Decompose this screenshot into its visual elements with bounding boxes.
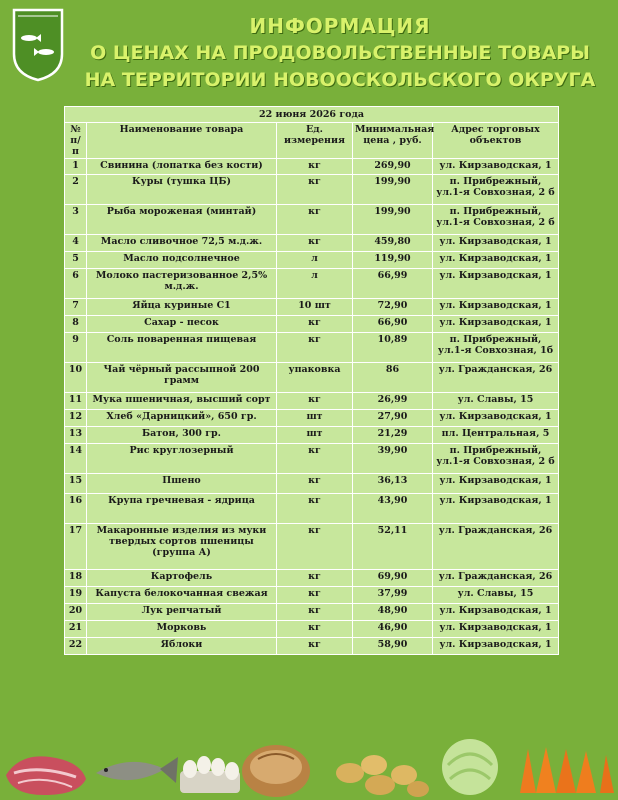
- table-row: [65, 410, 559, 427]
- product-name: Морковь: [87, 621, 277, 638]
- table-row: [65, 269, 559, 299]
- min-price: 21,29: [353, 427, 433, 444]
- table-row: [65, 235, 559, 252]
- unit-of-measure: кг: [277, 474, 353, 494]
- product-name: Пшено: [87, 474, 277, 494]
- column-header-price: Минимальная цена , руб.: [353, 123, 433, 159]
- min-price: 58,90: [353, 638, 433, 655]
- store-address: ул. Кирзаводская, 1: [433, 410, 559, 427]
- column-header-number: № п/п: [65, 123, 87, 159]
- product-name: Батон, 300 гр.: [87, 427, 277, 444]
- product-name: Куры (тушка ЦБ): [87, 175, 277, 205]
- row-number: 5: [65, 252, 87, 269]
- table-row: [65, 587, 559, 604]
- product-name: Макаронные изделия из муки твердых сортов пшеницы (группа А): [87, 524, 277, 570]
- unit-of-measure: кг: [277, 494, 353, 524]
- header-subtitle-2: НА ТЕРРИТОРИИ НОВООСКОЛЬСКОГО ОКРУГА: [84, 69, 596, 91]
- min-price: 69,90: [353, 570, 433, 587]
- store-address: пл. Центральная, 5: [433, 427, 559, 444]
- min-price: 27,90: [353, 410, 433, 427]
- store-address: п. Прибрежный, ул.1-я Совхозная, 2 б: [433, 444, 559, 474]
- table-row: [65, 638, 559, 655]
- row-number: 15: [65, 474, 87, 494]
- store-address: ул. Кирзаводская, 1: [433, 316, 559, 333]
- fish-icon: [96, 757, 178, 783]
- product-name: Яблоки: [87, 638, 277, 655]
- unit-of-measure: кг: [277, 621, 353, 638]
- product-name: Картофель: [87, 570, 277, 587]
- table-row: [65, 316, 559, 333]
- product-name: Сахар - песок: [87, 316, 277, 333]
- store-address: п. Прибрежный, ул.1-я Совхозная, 1б: [433, 333, 559, 363]
- coat-of-arms-icon: [12, 8, 64, 82]
- product-name: Рыба мороженая (минтай): [87, 205, 277, 235]
- row-number: 17: [65, 524, 87, 570]
- price-table: [64, 106, 559, 655]
- store-address: п. Прибрежный, ул.1-я Совхозная, 2 б: [433, 175, 559, 205]
- store-address: ул. Кирзаводская, 1: [433, 299, 559, 316]
- min-price: 199,90: [353, 175, 433, 205]
- unit-of-measure: шт: [277, 410, 353, 427]
- store-address: ул. Кирзаводская, 1: [433, 474, 559, 494]
- store-address: ул. Кирзаводская, 1: [433, 621, 559, 638]
- bread-icon: [242, 745, 310, 797]
- row-number: 4: [65, 235, 87, 252]
- store-address: ул. Кирзаводская, 1: [433, 159, 559, 175]
- table-row: [65, 205, 559, 235]
- table-row: [65, 524, 559, 570]
- table-row: [65, 494, 559, 524]
- table-row: [65, 570, 559, 587]
- product-name: Яйца куриные С1: [87, 299, 277, 316]
- min-price: 10,89: [353, 333, 433, 363]
- row-number: 10: [65, 363, 87, 393]
- row-number: 9: [65, 333, 87, 363]
- table-row: [65, 252, 559, 269]
- table-row: [65, 427, 559, 444]
- unit-of-measure: кг: [277, 235, 353, 252]
- store-address: ул. Кирзаводская, 1: [433, 604, 559, 621]
- product-name: Капуста белокочанная свежая: [87, 587, 277, 604]
- min-price: 119,90: [353, 252, 433, 269]
- product-name: Чай чёрный рассыпной 200 грамм: [87, 363, 277, 393]
- row-number: 3: [65, 205, 87, 235]
- table-body: [65, 159, 559, 655]
- table-row: [65, 444, 559, 474]
- column-header-name: Наименование товара: [87, 123, 277, 159]
- unit-of-measure: шт: [277, 427, 353, 444]
- row-number: 2: [65, 175, 87, 205]
- unit-of-measure: кг: [277, 333, 353, 363]
- min-price: 72,90: [353, 299, 433, 316]
- min-price: 199,90: [353, 205, 433, 235]
- product-name: Рис круглозерный: [87, 444, 277, 474]
- unit-of-measure: кг: [277, 570, 353, 587]
- potatoes-icon: [336, 755, 429, 797]
- min-price: 66,90: [353, 316, 433, 333]
- unit-of-measure: кг: [277, 444, 353, 474]
- table-row: [65, 333, 559, 363]
- column-header-address: Адрес торговых объектов: [433, 123, 559, 159]
- min-price: 269,90: [353, 159, 433, 175]
- row-number: 7: [65, 299, 87, 316]
- price-table-container: [64, 106, 558, 655]
- table-row: [65, 175, 559, 205]
- unit-of-measure: кг: [277, 205, 353, 235]
- unit-of-measure: кг: [277, 604, 353, 621]
- product-name: Лук репчатый: [87, 604, 277, 621]
- product-name: Масло сливочное 72,5 м.д.ж.: [87, 235, 277, 252]
- table-row: [65, 159, 559, 175]
- unit-of-measure: кг: [277, 393, 353, 410]
- store-address: ул. Кирзаводская, 1: [433, 638, 559, 655]
- min-price: 52,11: [353, 524, 433, 570]
- carrots-icon: [520, 747, 614, 793]
- table-row: [65, 393, 559, 410]
- table-row: [65, 621, 559, 638]
- unit-of-measure: кг: [277, 159, 353, 175]
- store-address: ул. Кирзаводская, 1: [433, 235, 559, 252]
- store-address: ул. Славы, 15: [433, 393, 559, 410]
- row-number: 14: [65, 444, 87, 474]
- unit-of-measure: кг: [277, 524, 353, 570]
- min-price: 26,99: [353, 393, 433, 410]
- unit-of-measure: 10 шт: [277, 299, 353, 316]
- product-name: Соль поваренная пищевая: [87, 333, 277, 363]
- row-number: 8: [65, 316, 87, 333]
- row-number: 11: [65, 393, 87, 410]
- product-name: Мука пшеничная, высший сорт: [87, 393, 277, 410]
- unit-of-measure: кг: [277, 316, 353, 333]
- product-name: Свинина (лопатка без кости): [87, 159, 277, 175]
- min-price: 46,90: [353, 621, 433, 638]
- table-row: [65, 363, 559, 393]
- store-address: ул. Кирзаводская, 1: [433, 252, 559, 269]
- unit-of-measure: кг: [277, 175, 353, 205]
- min-price: 37,99: [353, 587, 433, 604]
- min-price: 36,13: [353, 474, 433, 494]
- row-number: 18: [65, 570, 87, 587]
- store-address: ул. Гражданская, 26: [433, 363, 559, 393]
- unit-of-measure: л: [277, 269, 353, 299]
- min-price: 86: [353, 363, 433, 393]
- min-price: 39,90: [353, 444, 433, 474]
- row-number: 12: [65, 410, 87, 427]
- store-address: ул. Кирзаводская, 1: [433, 269, 559, 299]
- store-address: ул. Гражданская, 26: [433, 570, 559, 587]
- table-date: 22 июня 2026 года: [65, 107, 559, 123]
- row-number: 13: [65, 427, 87, 444]
- min-price: 66,99: [353, 269, 433, 299]
- table-row: [65, 474, 559, 494]
- store-address: п. Прибрежный, ул.1-я Совхозная, 2 б: [433, 205, 559, 235]
- eggs-icon: [180, 756, 240, 793]
- page-header: [70, 12, 610, 94]
- meat-icon: [6, 756, 86, 795]
- cabbage-icon: [442, 739, 498, 795]
- unit-of-measure: упаковка: [277, 363, 353, 393]
- store-address: ул. Гражданская, 26: [433, 524, 559, 570]
- min-price: 459,80: [353, 235, 433, 252]
- store-address: ул. Кирзаводская, 1: [433, 494, 559, 524]
- row-number: 20: [65, 604, 87, 621]
- product-name: Крупа гречневая - ядрица: [87, 494, 277, 524]
- table-row: [65, 299, 559, 316]
- unit-of-measure: кг: [277, 638, 353, 655]
- row-number: 22: [65, 638, 87, 655]
- row-number: 16: [65, 494, 87, 524]
- column-header-unit: Ед. измерения: [277, 123, 353, 159]
- row-number: 1: [65, 159, 87, 175]
- min-price: 48,90: [353, 604, 433, 621]
- header-title: ИНФОРМАЦИЯ: [249, 14, 431, 38]
- product-name: Хлеб «Дарницкий», 650 гр.: [87, 410, 277, 427]
- row-number: 19: [65, 587, 87, 604]
- store-address: ул. Славы, 15: [433, 587, 559, 604]
- row-number: 6: [65, 269, 87, 299]
- row-number: 21: [65, 621, 87, 638]
- food-illustrations: [0, 735, 618, 800]
- product-name: Масло подсолнечное: [87, 252, 277, 269]
- header-subtitle-1: О ЦЕНАХ НА ПРОДОВОЛЬСТВЕННЫЕ ТОВАРЫ: [90, 42, 590, 64]
- min-price: 43,90: [353, 494, 433, 524]
- table-row: [65, 604, 559, 621]
- product-name: Молоко пастеризованное 2,5% м.д.ж.: [87, 269, 277, 299]
- unit-of-measure: кг: [277, 587, 353, 604]
- unit-of-measure: л: [277, 252, 353, 269]
